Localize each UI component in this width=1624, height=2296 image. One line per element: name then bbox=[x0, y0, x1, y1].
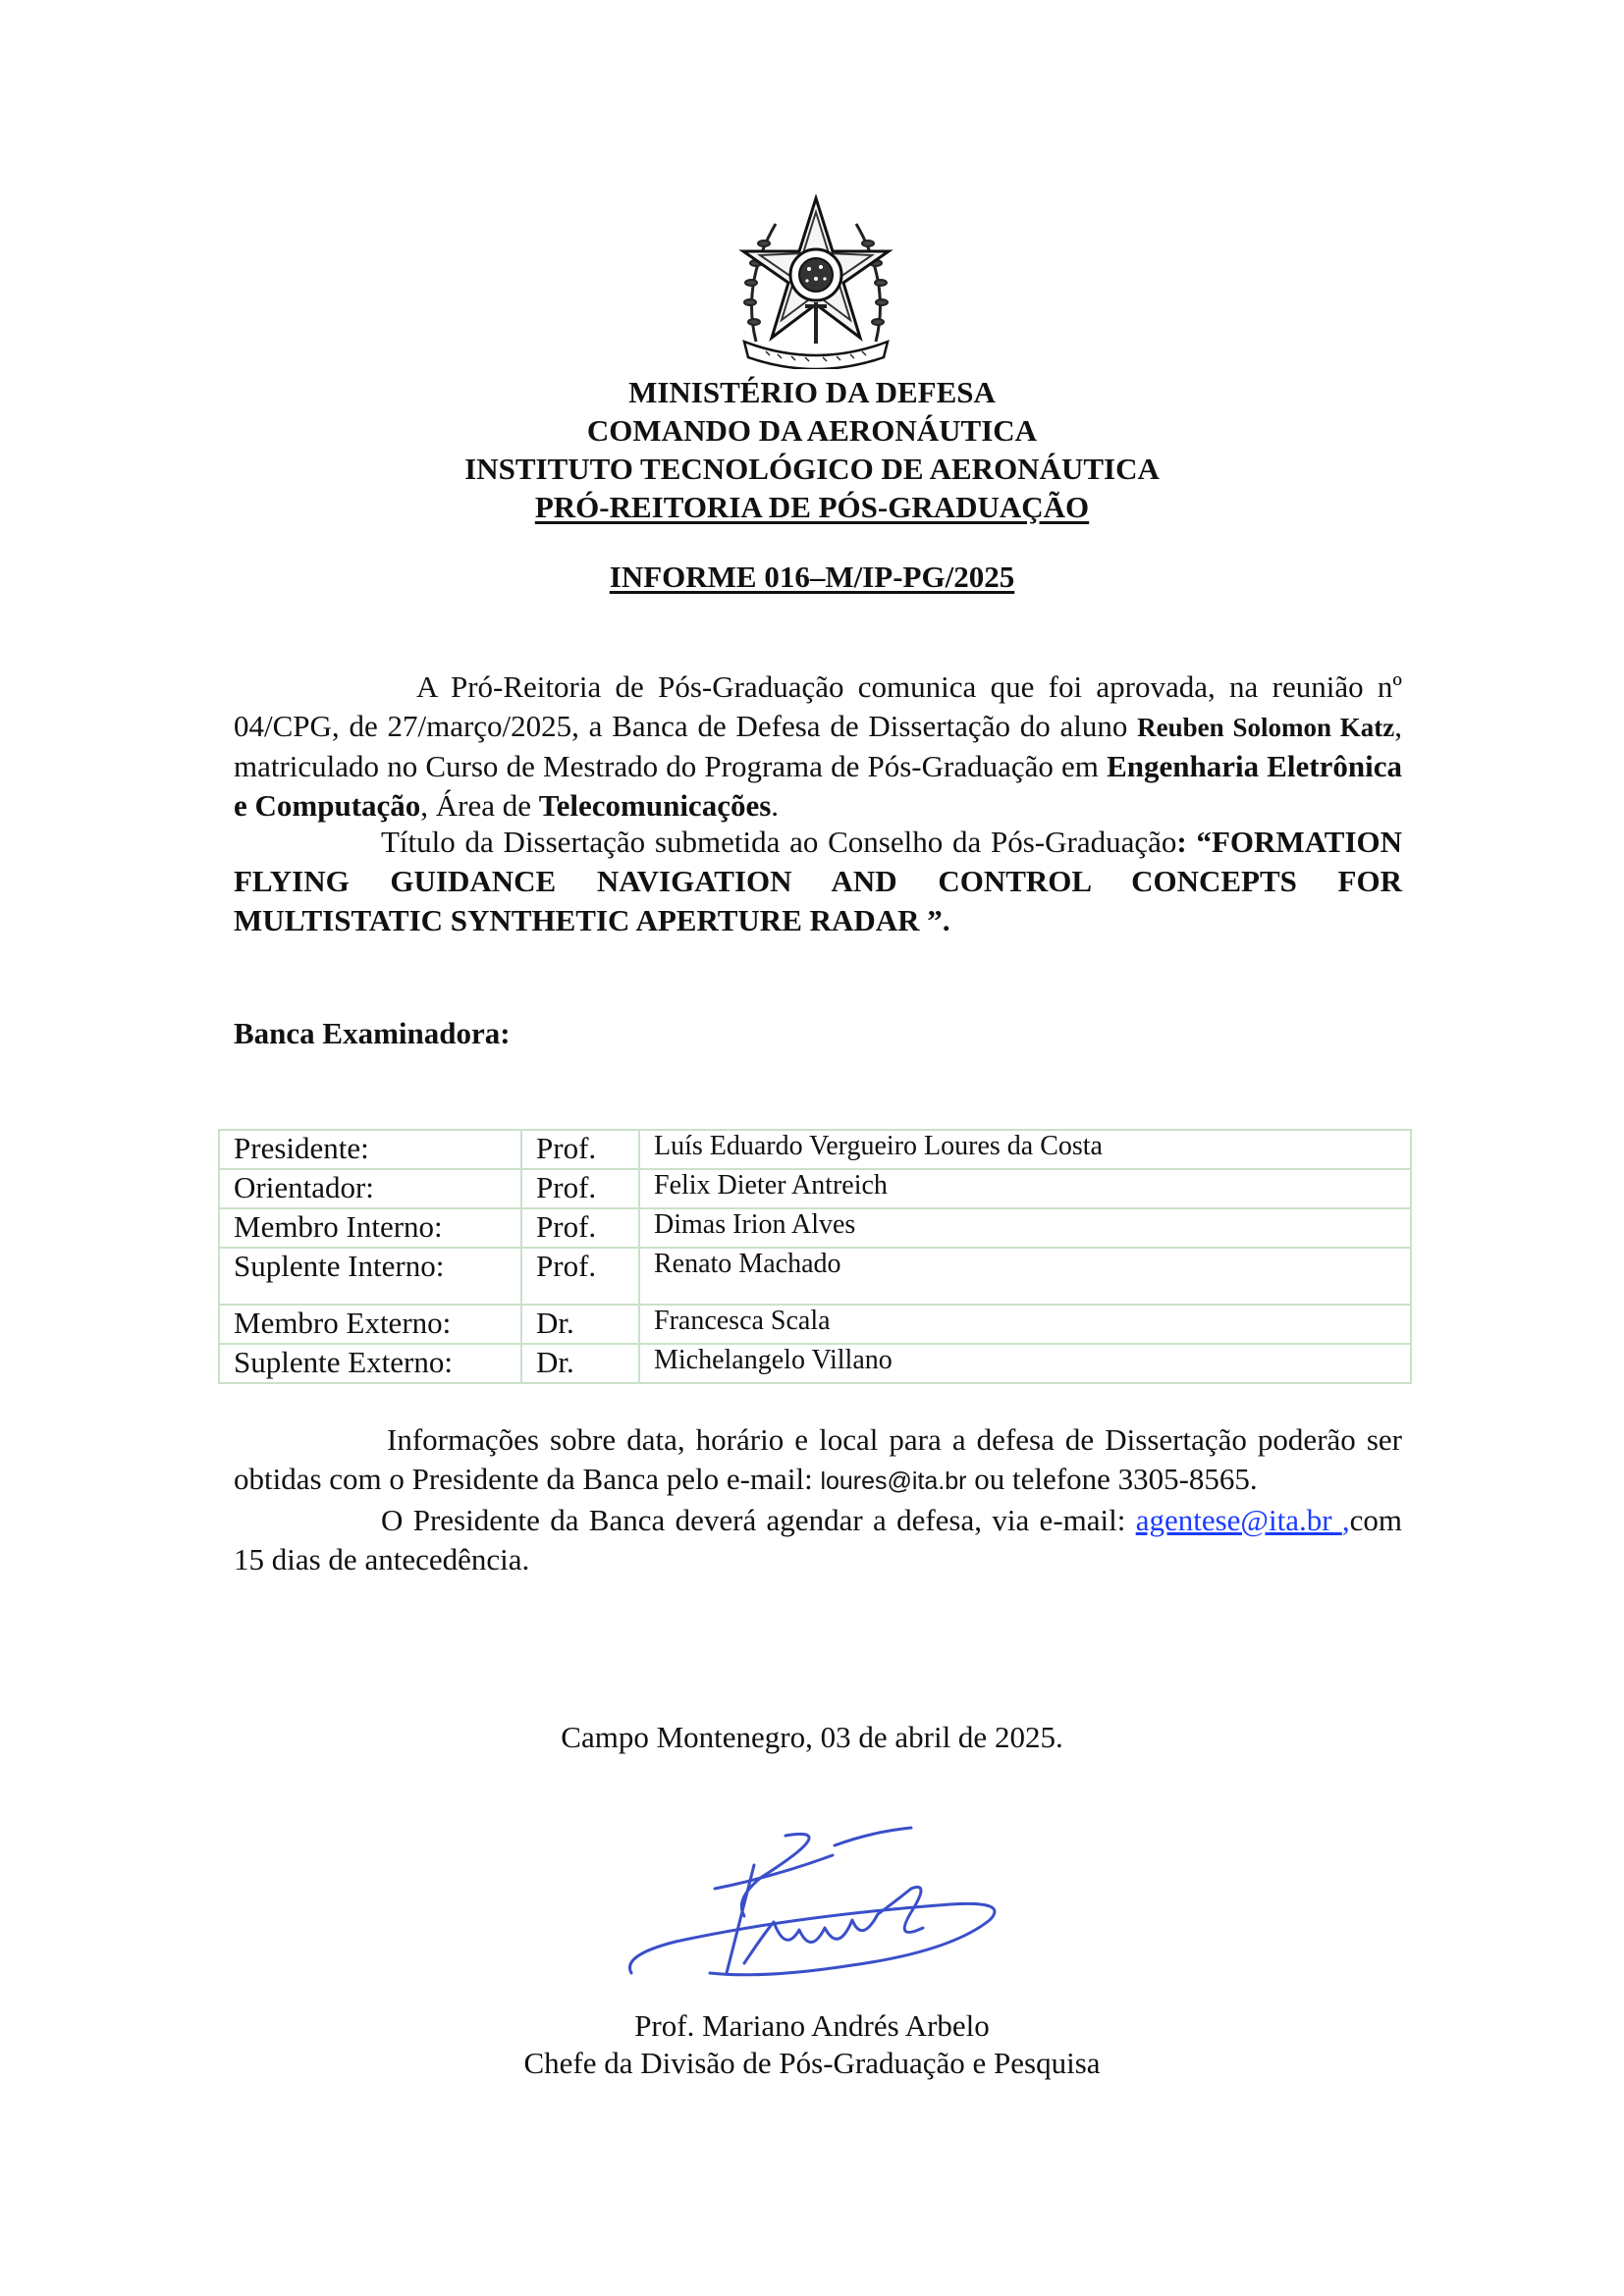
thesis-title-end: . bbox=[942, 903, 950, 937]
signer-block bbox=[0, 2007, 1624, 2082]
board-role: Suplente Interno: bbox=[219, 1248, 521, 1305]
letterhead bbox=[0, 373, 1624, 526]
approval-text-d: . bbox=[771, 788, 780, 823]
board-role: Presidente: bbox=[219, 1130, 521, 1169]
board-member-name: Dimas Irion Alves bbox=[639, 1208, 1411, 1248]
handwritten-signature bbox=[617, 1826, 1029, 2002]
board-title: Prof. bbox=[521, 1248, 639, 1305]
president-email[interactable]: loures@ita.br bbox=[820, 1468, 967, 1495]
thesis-title: “FORMATION FLYING GUIDANCE NAVIGATION AND CONTROL CONCEPTS FOR MULTISTATIC SYNTHETIC APERTURE RADAR ” bbox=[234, 825, 1403, 937]
scheduling-email-comma: , bbox=[1341, 1503, 1350, 1537]
contact-paragraph bbox=[234, 1420, 1402, 1579]
contact-text-b: ou telefone 3305-8565. bbox=[966, 1462, 1258, 1496]
command-line: COMANDO DA AERONÁUTICA bbox=[586, 413, 1038, 448]
document-number bbox=[0, 560, 1624, 595]
scheduling-email-link[interactable]: agentese@ita.br bbox=[1135, 1503, 1342, 1537]
ministry-line: MINISTÉRIO DA DEFESA bbox=[628, 375, 996, 409]
table-row bbox=[219, 1130, 1411, 1169]
table-row bbox=[219, 1248, 1411, 1305]
board-title: Dr. bbox=[521, 1344, 639, 1383]
board-member-name: Francesca Scala bbox=[639, 1305, 1411, 1344]
table-row bbox=[219, 1208, 1411, 1248]
table-row bbox=[219, 1169, 1411, 1208]
examination-board-table bbox=[218, 1129, 1412, 1384]
board-title: Prof. bbox=[521, 1169, 639, 1208]
contact-text-a: Informações sobre data, horário e local para a defesa de Dissertação poderão ser obtidas com o Presidente da Banca pelo e-mail: bbox=[234, 1422, 1402, 1496]
scheduling-text-c: com 15 dias de antecedência. bbox=[234, 1503, 1402, 1576]
place-and-date: Campo Montenegro, 03 de abril de 2025. bbox=[561, 1720, 1063, 1754]
table-row bbox=[219, 1344, 1411, 1383]
board-title: Prof. bbox=[521, 1130, 639, 1169]
table-row bbox=[219, 1305, 1411, 1344]
thesis-title-lead: Título da Dissertação submetida ao Conselho da Pós-Graduação bbox=[381, 825, 1177, 859]
institute-line: INSTITUTO TECNOLÓGICO DE AERONÁUTICA bbox=[464, 452, 1160, 486]
scheduling-info bbox=[234, 1501, 1402, 1579]
contact-info bbox=[234, 1420, 1402, 1501]
brazil-coat-of-arms-icon bbox=[736, 194, 895, 369]
approval-text-a: A Pró-Reitoria de Pós-Graduação comunica que foi aprovada, na reunião nº 04/CPG, de 27/março/2025, a Banca de Defesa de Dissertação do aluno bbox=[234, 669, 1402, 743]
thesis-title-colon: : bbox=[1176, 825, 1187, 859]
board-title: Dr. bbox=[521, 1305, 639, 1344]
board-member-name: Luís Eduardo Vergueiro Loures da Costa bbox=[639, 1130, 1411, 1169]
board-role: Membro Externo: bbox=[219, 1305, 521, 1344]
scheduling-text-a: O Presidente da Banca deverá agendar a defesa, via e-mail: bbox=[381, 1503, 1136, 1537]
board-title: Prof. bbox=[521, 1208, 639, 1248]
signer-name: Prof. Mariano Andrés Arbelo bbox=[634, 2008, 990, 2043]
program-name: Engenharia Eletrônica e Computação bbox=[234, 749, 1402, 823]
signer-role: Chefe da Divisão de Pós-Graduação e Pesquisa bbox=[523, 2046, 1101, 2080]
board-heading: Banca Examinadora: bbox=[234, 1016, 511, 1050]
board-role: Orientador: bbox=[219, 1169, 521, 1208]
area-name: Telecomunicações bbox=[538, 788, 772, 823]
board-member-name: Michelangelo Villano bbox=[639, 1344, 1411, 1383]
board-member-name: Felix Dieter Antreich bbox=[639, 1169, 1411, 1208]
approval-text-c: , Área de bbox=[420, 788, 539, 823]
approval-text-b: , matriculado no Curso de Mestrado do Programa de Pós-Graduação em bbox=[234, 709, 1402, 783]
student-name: Reuben Solomon Katz bbox=[1137, 713, 1395, 742]
department-line: PRÓ-REITORIA DE PÓS-GRADUAÇÃO bbox=[534, 490, 1090, 524]
thesis-title-paragraph bbox=[234, 823, 1402, 940]
board-role: Membro Interno: bbox=[219, 1208, 521, 1248]
board-member-name: Renato Machado bbox=[639, 1248, 1411, 1305]
approval-paragraph bbox=[234, 667, 1402, 826]
document-number-text: INFORME 016–M/IP-PG/2025 bbox=[609, 560, 1015, 594]
board-role: Suplente Externo: bbox=[219, 1344, 521, 1383]
